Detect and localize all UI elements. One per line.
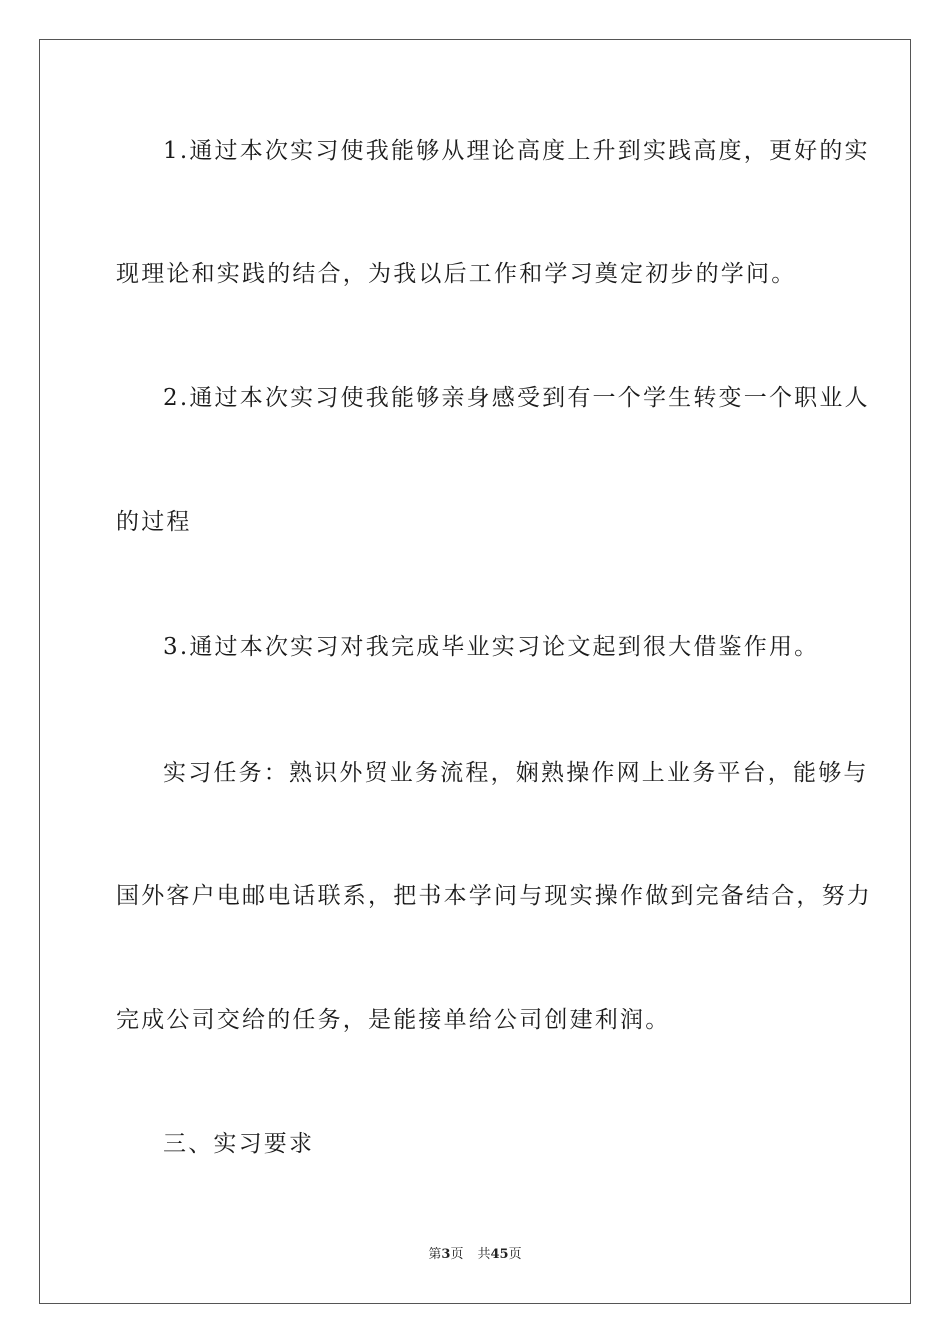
paragraph-4-line-3: 完成公司交给的任务，是能接单给公司创建利润。	[116, 1007, 671, 1033]
paragraph-2-line-2: 的过程	[116, 509, 192, 535]
paragraph-3-line-1: 3.通过本次实习对我完成毕业实习论文起到很大借鉴作用。	[163, 634, 820, 660]
page-number: 3	[441, 1247, 451, 1262]
paragraph-4-line-1: 实习任务：熟识外贸业务流程，娴熟操作网上业务平台，能够与	[163, 760, 869, 786]
page-footer	[0, 1246, 950, 1264]
section-heading: 三、实习要求	[163, 1131, 315, 1157]
page-border	[39, 39, 911, 1304]
paragraph-2-line-1: 2.通过本次实习使我能够亲身感受到有一个学生转变一个职业人	[163, 385, 870, 411]
paragraph-1-line-2: 现理论和实践的结合，为我以后工作和学习奠定初步的学问。	[116, 261, 797, 287]
total-prefix: 共	[477, 1247, 491, 1262]
total-pages: 45	[490, 1247, 509, 1262]
total-suffix: 页	[508, 1247, 522, 1262]
page-prefix: 第	[428, 1247, 442, 1262]
page-suffix: 页	[450, 1247, 464, 1262]
paragraph-1-line-1: 1.通过本次实习使我能够从理论高度上升到实践高度，更好的实	[163, 138, 870, 164]
paragraph-4-line-2: 国外客户电邮电话联系，把书本学问与现实操作做到完备结合，努力	[116, 883, 872, 909]
